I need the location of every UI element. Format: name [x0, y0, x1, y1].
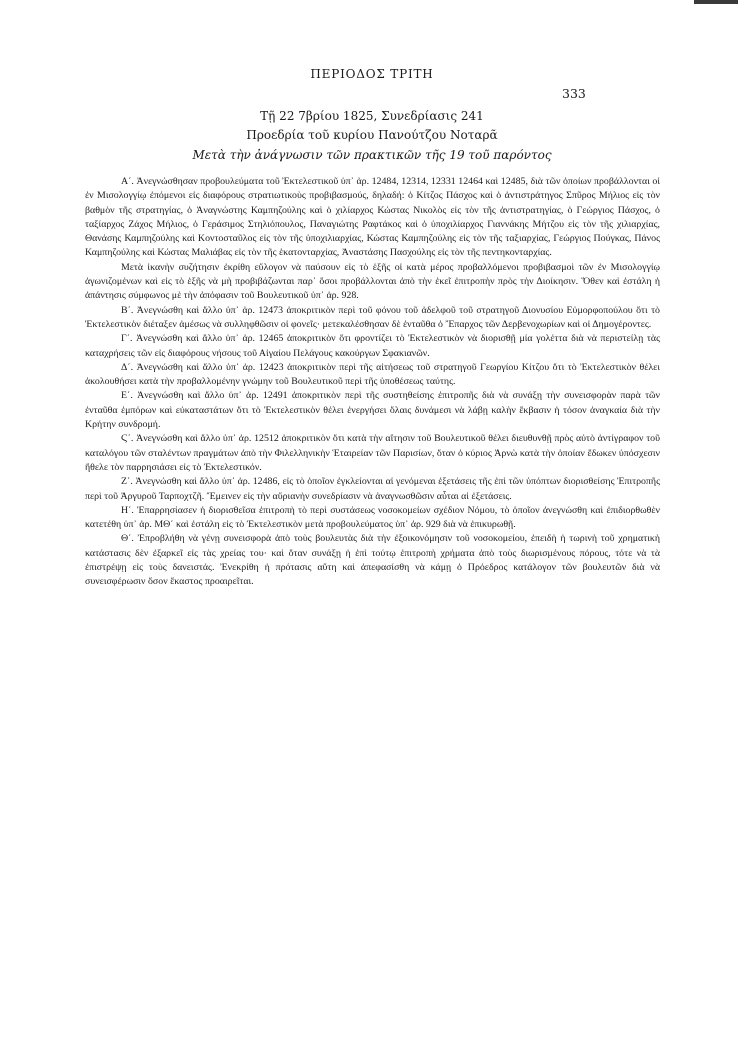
session-presidency-line: Προεδρία τοῦ κυρίου Πανούτζου Νοταρᾶ [246, 128, 498, 143]
minutes-body [85, 175, 660, 590]
paragraph-f: Ϛ΄. Ἀνεγνώσθη καὶ ἄλλο ὑπ᾿ ἀρ. 12512 ἀποκριτικὸν ὅτι κατὰ τὴν αἴτησιν τοῦ Βουλευτικοῦ θέλει διευθυνθῇ πρὸς αὐτὸ ἀντίγραφον τοῦ καταλόγου τῶν σταλέντων πραγμάτων ἀπὸ τὴν Φιλελληνικὴν Ἑταιρείαν τῶν Παρισίων, ὅταν ὁ κύριος Ἀρνὼ κατὰ τὴν ὁποίαν ἔδωκεν ὑπόσχεσιν ἤθελε τὸν παρρησιάσει εἰς τὸ Ἐκτελεστικόν. [85, 433, 660, 473]
paragraph-a-discussion: Μετὰ ἱκανὴν συζήτησιν ἐκρίθη εὔλογον νὰ παύσουν εἰς τὸ ἑξῆς οἱ κατὰ μέρος προβαλλόμενοι προβιβασμοὶ τῶν ἐν Μισολογγίῳ ἀγωνιζομένων καὶ εἰς τὸ ἑξῆς νὰ μὴ προβιβάζωνται παρ᾿ ὅσοι προβάλλονται ἀπὸ τὴν ἐκεῖ ἐπιτροπὴν πρὸς τὴν Διοίκησιν. Ὅθεν καὶ ἐστάλη ἡ ἀπάντησις σύμφωνος μὲ τὴν ἀπόφασιν τοῦ Βουλευτικοῦ ὑπ᾿ ἀρ. 928. [85, 261, 660, 302]
session-date-line: Τῇ 22 7βρίου 1825, Συνεδρίασις 241 [260, 109, 484, 123]
scan-edge-mark [694, 0, 738, 4]
paragraph-i: Θ΄. Ἐπροβλήθη νὰ γένῃ συνεισφορὰ ἀπὸ τοὺς βουλευτὰς διὰ τὴν ἐξοικονόμησιν τοῦ νοσοκομείου, ἐπειδὴ ἡ τωρινὴ τοῦ χρηματικὴ κατάστασις δὲν ἐξαρκεῖ εἰς τὰς χρείας του· καὶ ὅταν συνάξῃ ἡ ἐπὶ τούτῳ ἐπιτροπὴ χρήματα ἀπὸ τοὺς διωρισμένους πόρους, τότε νὰ τὰ ἐπιστρέψῃ εἰς τοὺς δανειστάς. Ἐνεκρίθη ἡ πρότασις αὕτη καὶ ἀπεφασίσθη νὰ κάμῃ ὁ Πρόεδρος κατάλογον τῶν βουλευτῶν διὰ νὰ συνεισφέρωσιν ὅσον ἕκαστος προαιρεῖται. [85, 533, 660, 588]
paragraph-c: Γ΄. Ἀνεγνώσθη καὶ ἄλλο ὑπ᾿ ἀρ. 12465 ἀποκριτικὸν ὅτι φροντίζει τὸ Ἐκτελεστικὸν νὰ διορισθῇ μία γολέττα διὰ νὰ περιστείλῃ τὰς καταχρήσεις τῶν εἰς διαφόρους νήσους τοῦ Αἰγαίου Πελάγους κακούργων Σφακιανῶν. [85, 333, 660, 359]
paragraph-e: Ε΄. Ἀνεγνώσθη καὶ ἄλλο ὑπ᾿ ἀρ. 12491 ἀποκριτικὸν περὶ τῆς συστηθείσης ἐπιτροπῆς διὰ νὰ συνάξῃ τὴν συνεισφορὰν παρὰ τῶν ἐνταῦθα ἐμπόρων καὶ εὐκαταστάτων ὅτι τὸ Ἐκτελεστικὸν θέλει ἐνεργήσει ὅλαις δυνάμεσι νὰ λάβῃ καλὴν ἔκβασιν ἡ τόσον ἀναγκαία διὰ τὴν Κρήτην συνδρομή. [85, 390, 660, 431]
paragraph-a: Α΄. Ἀνεγνώσθησαν προβουλεύματα τοῦ Ἐκτελεστικοῦ ὑπ᾿ ἀρ. 12484, 12314, 12331 12464 καὶ 12485, διὰ τῶν ὁποίων προβάλλονται οἱ ἐν Μισολογγίῳ ἐπόμενοι εἰς διαφόρους στρατιωτικοὺς προβιβασμούς, δηλαδή: ὁ Κίτζος Πάσχος καὶ ὁ ἀντιστράτηγος Σπῦρος Μήλιος εἰς τὸν βαθμὸν τῆς στρατηγίας, ὁ Ἀναγνώστης Καμπηζούλης καὶ ὁ χιλίαρχος Κώστας Νικολὸς εἰς τὸν τῆς ἀντιστρατηγίας, ὁ Γεώργιος Πάσχος, ὁ ταξίαρχος Ζάχος Μήλιος, ὁ Γεράσιμος Στηλιόπουλος, Παναγιώτης Ραφτάκος καὶ ὁ ὑποχιλίαρχος Γιαννάκης Μήτζου εἰς τὸν τῆς χιλιαρχίας, Θανάσης Καμπηζούλης καὶ Κοντοσταῦλος εἰς τὸν τῆς ὑποχιλιαρχίας, Κώστας Καμπηζούλης εἰς τὸν τῆς ταξιαρχίας, Γεώργιος Πούγκας, Πάνος Καμπηζούλης καὶ Κώστας Μαλιάβας εἰς τὸν τῆς ἑκατονταρχίας, Ἀναστάσης Πασχούλης εἰς τὸν τῆς πεντηκονταρχίας. [85, 176, 660, 259]
paragraph-h: Η΄. Ἐπαρρησίασεν ἡ διορισθεῖσα ἐπιτροπὴ τὸ περὶ συστάσεως νοσοκομείων σχέδιον Νόμου, τὸ ὁποῖον ἀνεγνώσθη καὶ ἐπιδιορθωθὲν κατετέθη ὑπ᾿ ἀρ. ΜΘ΄ καὶ ἐστάλη εἰς τὸ Ἐκτελεστικὸν μετὰ προβουλεύματος ὑπ᾿ ἀρ. 929 διὰ νὰ ἐπικυρωθῇ. [85, 504, 660, 531]
page-number: 333 [562, 86, 586, 101]
paragraph-b: Β΄. Ἀνεγνώσθη καὶ ἄλλο ὑπ᾿ ἀρ. 12473 ἀποκριτικὸν περὶ τοῦ φόνου τοῦ ἀδελφοῦ τοῦ στρατηγοῦ Διονυσίου Εὐμορφοπούλου ὅτι τὸ Ἐκτελεστικὸν διέταξεν ἀμέσως νὰ συλληφθῶσιν οἱ φονεῖς· μετεκαλέσθησαν δὲ ἐνταῦθα ὁ Ἔπαρχος τῶν Δερβενοχωρίων καὶ οἱ Δημογέροντες. [85, 304, 660, 330]
running-title: ΠΕΡΙΟΔΟΣ ΤΡΙΤΗ [310, 67, 434, 81]
paragraph-g: Ζ΄. Ἀνεγνώσθη καὶ ἄλλο ὑπ᾿ ἀρ. 12486, εἰς τὸ ὁποῖον ἐγκλείονται αἱ γενόμεναι ἐξετάσεις τῆς ἐπὶ τῶν ὑπόπτων διορισθείσης Ἐπιτροπῆς περὶ τοῦ Ἀργυροῦ Ταρποχτζῆ. Ἔμεινεν εἰς τὴν αὔριανὴν συνεδρίασιν νὰ ἀναγνωσθῶσιν αὗται αἱ ἐξετάσεις. [85, 476, 660, 502]
session-minutes-line: Μετὰ τὴν ἀνάγνωσιν τῶν πρακτικῶν τῆς 19 τοῦ παρόντος [192, 147, 552, 162]
paragraph-d: Δ΄. Ἀνεγνώσθη καὶ ἄλλο ὑπ᾿ ἀρ. 12423 ἀποκριτικὸν περὶ τῆς αἰτήσεως τοῦ στρατηγοῦ Γεωργίου Κίτζου ὅτι τὸ Ἐκτελεστικὸν θέλει ἀκολουθήσει κατὰ τὴν προβαλλομένην γνώμην τοῦ Βουλευτικοῦ περὶ τῆς ὑποθέσεως ταύτης. [85, 361, 660, 388]
session-heading [100, 107, 644, 165]
